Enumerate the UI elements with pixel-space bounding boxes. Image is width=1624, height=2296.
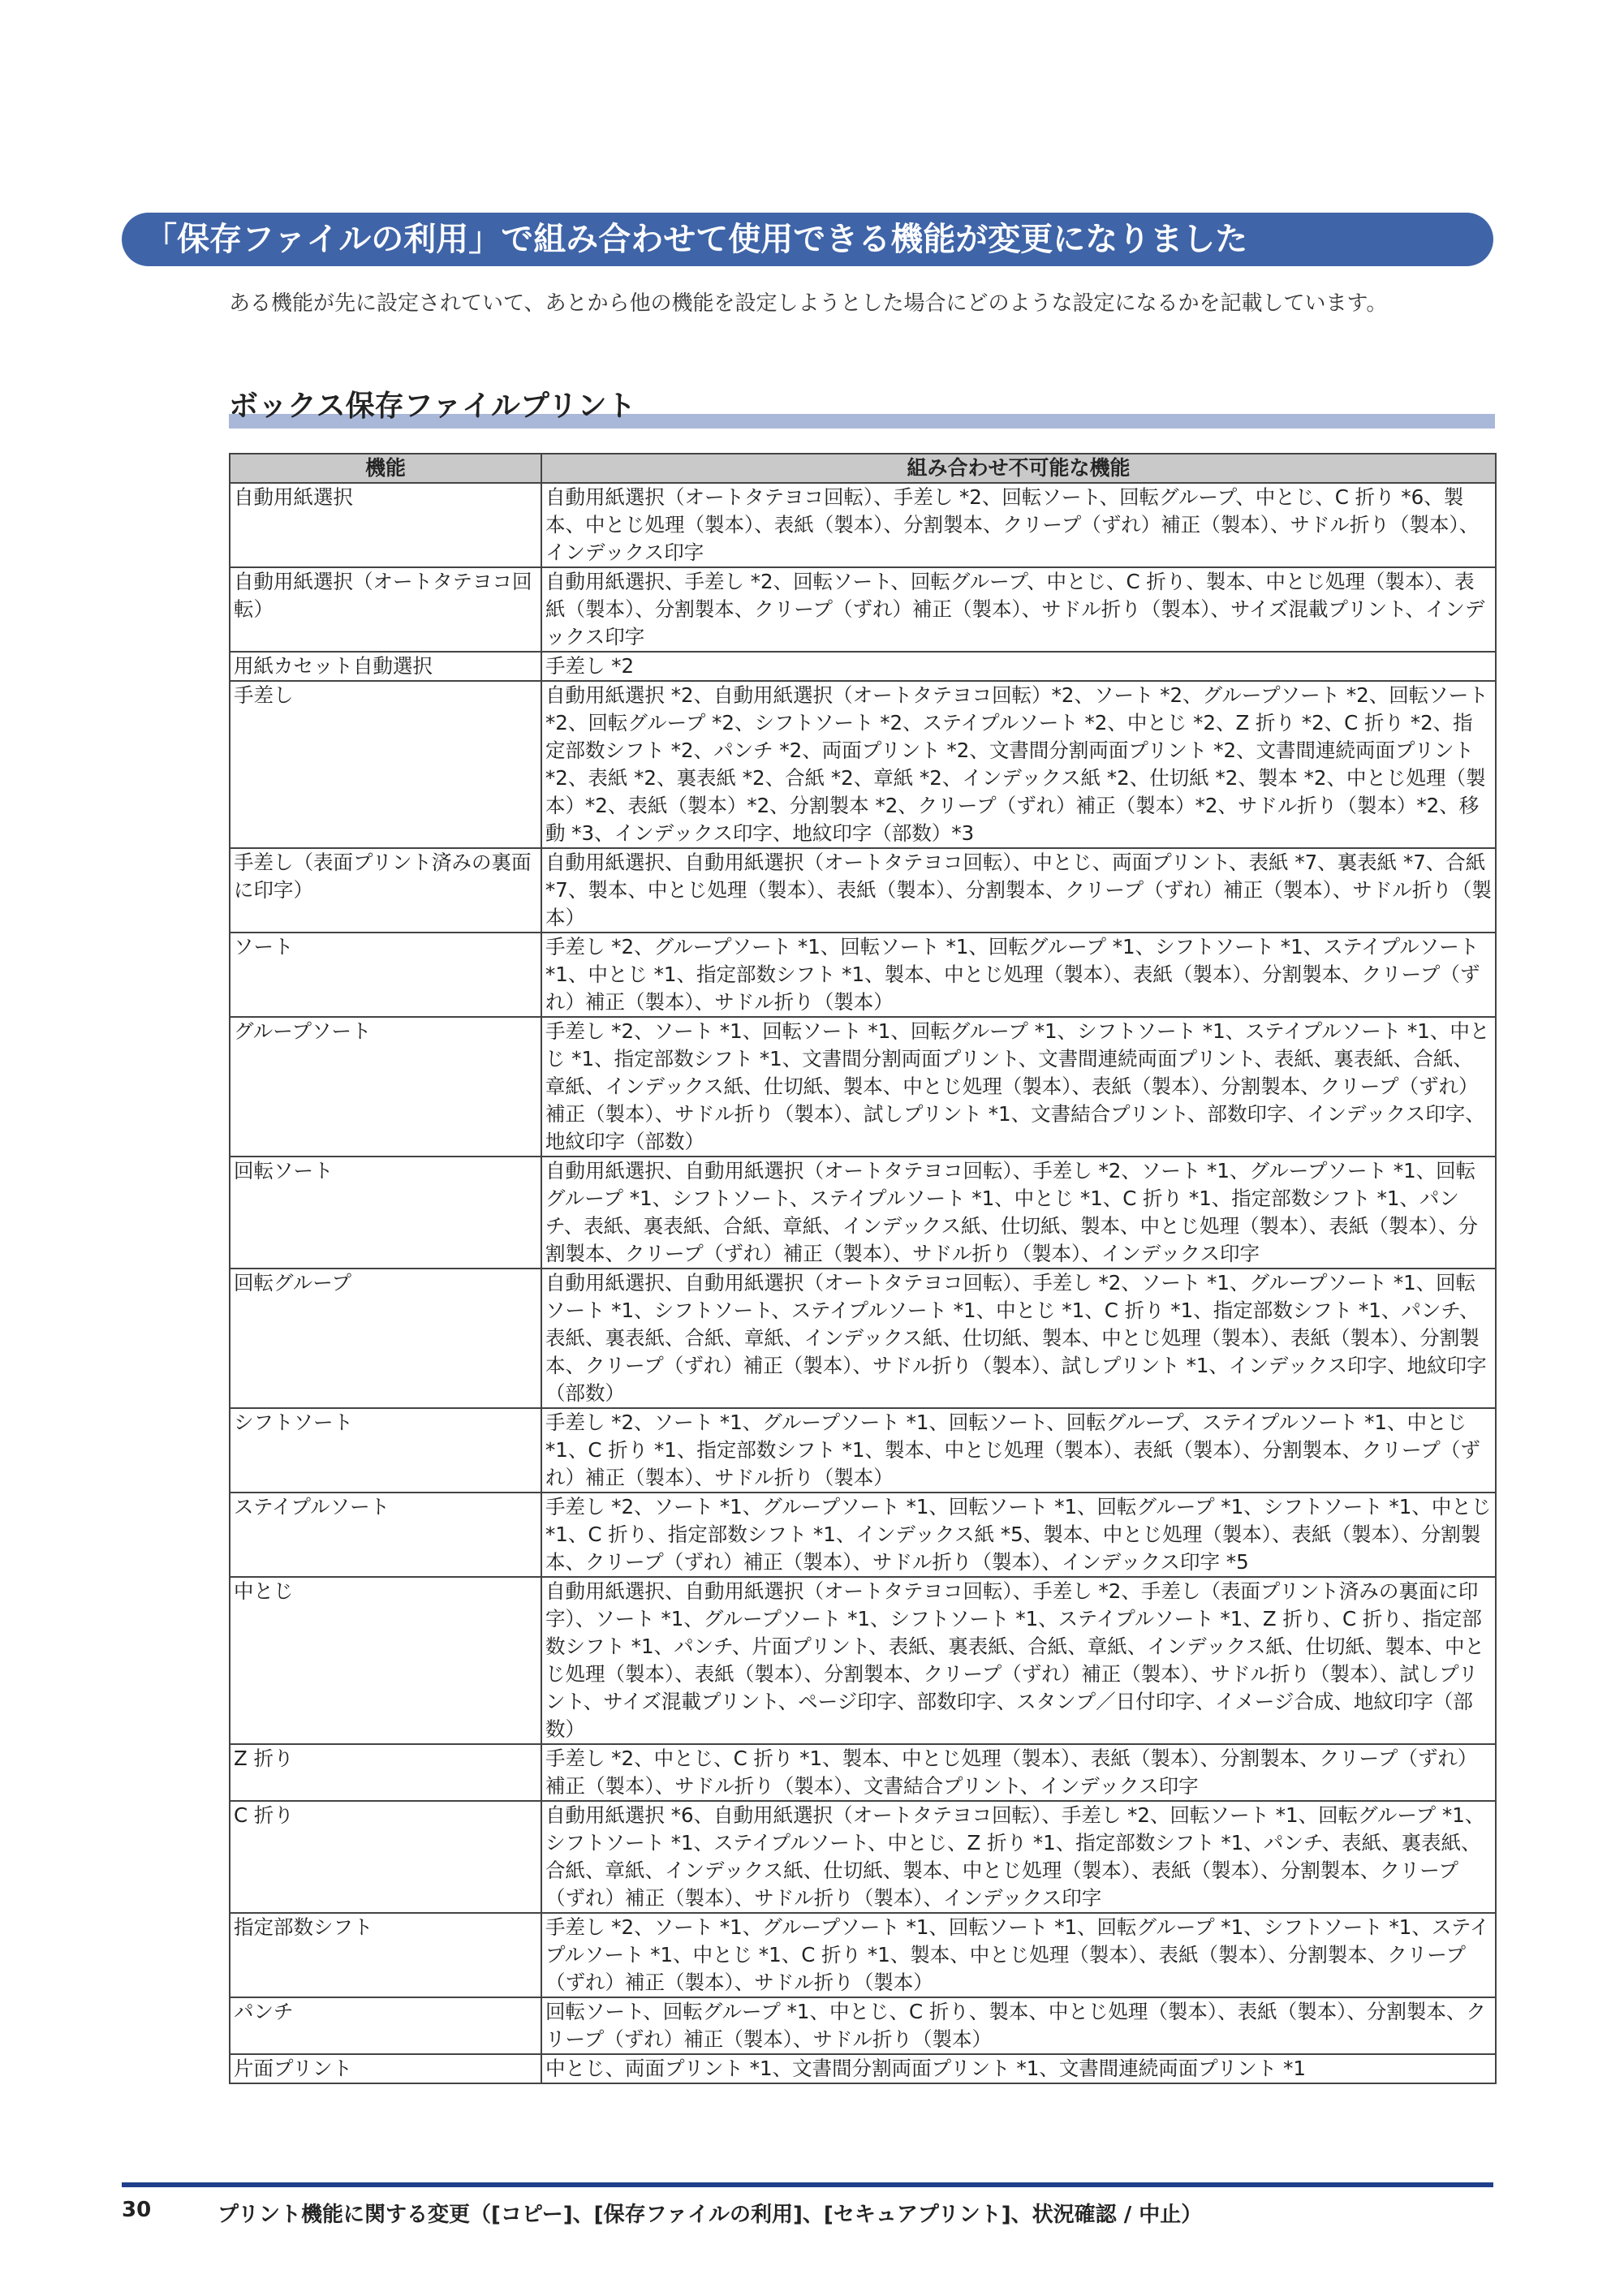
incompatible-functions-cell: 自動用紙選択、自動用紙選択（オートタテヨコ回転）、中とじ、両面プリント、表紙 *7、裏表紙 *7、合紙 *7、製本、中とじ処理（製本）、表紙（製本）、分割製本、クリープ（ずれ）補正（製本）、サドル折り（製本）: [541, 848, 1496, 933]
incompatible-functions-cell: 自動用紙選択、手差し *2、回転ソート、回転グループ、中とじ、C 折り、製本、中とじ処理（製本）、表紙（製本）、分割製本、クリープ（ずれ）補正（製本）、サドル折り（製本）、サイズ混載プリント、インデックス印字: [541, 567, 1496, 652]
table-row: [230, 1577, 1496, 1744]
function-cell: 片面プリント: [230, 2054, 541, 2083]
table-body: [230, 483, 1496, 2083]
section-banner: [122, 213, 1493, 266]
function-cell: 指定部数シフト: [230, 1913, 541, 1997]
function-cell: 自動用紙選択: [230, 483, 541, 567]
function-cell: 回転グループ: [230, 1269, 541, 1408]
footer-rule: [122, 2182, 1493, 2187]
function-cell: 用紙カセット自動選択: [230, 652, 541, 681]
function-cell: Z 折り: [230, 1744, 541, 1801]
page-footer: [122, 2198, 1493, 2230]
header-incompatible: 組み合わせ不可能な機能: [541, 454, 1496, 483]
function-cell: ステイプルソート: [230, 1493, 541, 1577]
banner-title: 「保存ファイルの利用」で組み合わせて使用できる機能が変更になりました: [144, 221, 1248, 258]
function-cell: 手差し: [230, 681, 541, 848]
subsection-title: ボックス保存ファイルプリント: [229, 390, 636, 423]
table-row: [230, 1408, 1496, 1493]
incompatible-functions-cell: 自動用紙選択、自動用紙選択（オートタテヨコ回転）、手差し *2、ソート *1、グループソート *1、回転ソート *1、シフトソート、ステイプルソート *1、中とじ *1、C 折り *1、指定部数シフト *1、パンチ、表紙、裏表紙、合紙、章紙、インデックス紙、仕切紙、製本、中とじ処理（製本）、表紙（製本）、分割製本、クリープ（ずれ）補正（製本）、サドル折り（製本）、試しプリント *1、インデックス印字、地紋印字（部数）: [541, 1269, 1496, 1408]
table-row: [230, 1801, 1496, 1913]
incompatible-functions-cell: 手差し *2、ソート *1、グループソート *1、回転ソート *1、回転グループ *1、シフトソート *1、ステイプルソート *1、中とじ *1、C 折り *1、製本、中とじ処理（製本）、表紙（製本）、分割製本、クリープ（ずれ）補正（製本）、サドル折り（製本）: [541, 1913, 1496, 1997]
header-function: 機能: [230, 454, 541, 483]
incompatible-functions-cell: 手差し *2、グループソート *1、回転ソート *1、回転グループ *1、シフトソート *1、ステイプルソート *1、中とじ *1、指定部数シフト *1、製本、中とじ処理（製本）、表紙（製本）、分割製本、クリープ（ずれ）補正（製本）、サドル折り（製本）: [541, 933, 1496, 1017]
table-row: [230, 1157, 1496, 1269]
function-combination-table: [229, 453, 1497, 2084]
incompatible-functions-cell: 手差し *2、ソート *1、回転ソート *1、回転グループ *1、シフトソート *1、ステイプルソート *1、中とじ *1、指定部数シフト *1、文書間分割両面プリント、文書間連続両面プリント、表紙、裏表紙、合紙、章紙、インデックス紙、仕切紙、製本、中とじ処理（製本）、表紙（製本）、分割製本、クリープ（ずれ）補正（製本）、サドル折り（製本）、試しプリント *1、文書結合プリント、部数印字、インデックス印字、地紋印字（部数）: [541, 1017, 1496, 1157]
incompatible-functions-cell: 手差し *2、中とじ、C 折り *1、製本、中とじ処理（製本）、表紙（製本）、分割製本、クリープ（ずれ）補正（製本）、サドル折り（製本）、文書結合プリント、インデックス印字: [541, 1744, 1496, 1801]
incompatible-functions-cell: 回転ソート、回転グループ *1、中とじ、C 折り、製本、中とじ処理（製本）、表紙（製本）、分割製本、クリープ（ずれ）補正（製本）、サドル折り（製本）: [541, 1997, 1496, 2054]
table-row: [230, 1997, 1496, 2054]
page-number: 30: [122, 2198, 152, 2222]
function-cell: 中とじ: [230, 1577, 541, 1744]
incompatible-functions-cell: 自動用紙選択、自動用紙選択（オートタテヨコ回転）、手差し *2、手差し（表面プリント済みの裏面に印字）、ソート *1、グループソート *1、シフトソート *1、ステイプルソート *1、Z 折り、C 折り、指定部数シフト *1、パンチ、片面プリント、表紙、裏表紙、合紙、章紙、インデックス紙、仕切紙、製本、中とじ処理（製本）、表紙（製本）、分割製本、クリープ（ずれ）補正（製本）、サドル折り（製本）、試しプリント、サイズ混載プリント、ページ印字、部数印字、スタンプ／日付印字、イメージ合成、地紋印字（部数）: [541, 1577, 1496, 1744]
incompatible-functions-cell: 自動用紙選択 *2、自動用紙選択（オートタテヨコ回転）*2、ソート *2、グループソート *2、回転ソート *2、回転グループ *2、シフトソート *2、ステイプルソート *2、中とじ *2、Z 折り *2、C 折り *2、指定部数シフト *2、パンチ *2、両面プリント *2、文書間分割両面プリント *2、文書間連続両面プリント *2、表紙 *2、裏表紙 *2、合紙 *2、章紙 *2、インデックス紙 *2、仕切紙 *2、製本 *2、中とじ処理（製本）*2、表紙（製本）*2、分割製本 *2、クリープ（ずれ）補正（製本）*2、サドル折り（製本）*2、移動 *3、インデックス印字、地紋印字（部数）*3: [541, 681, 1496, 848]
table-row: [230, 567, 1496, 652]
function-cell: 回転ソート: [230, 1157, 541, 1269]
function-cell: 自動用紙選択（オートタテヨコ回転）: [230, 567, 541, 652]
function-cell: パンチ: [230, 1997, 541, 2054]
subsection-heading: [229, 388, 1495, 430]
incompatible-functions-cell: 手差し *2: [541, 652, 1496, 681]
function-cell: ソート: [230, 933, 541, 1017]
function-cell: グループソート: [230, 1017, 541, 1157]
table-row: [230, 681, 1496, 848]
table-row: [230, 1017, 1496, 1157]
incompatible-functions-cell: 手差し *2、ソート *1、グループソート *1、回転ソート、回転グループ、ステイプルソート *1、中とじ *1、C 折り *1、指定部数シフト *1、製本、中とじ処理（製本）、表紙（製本）、分割製本、クリープ（ずれ）補正（製本）、サドル折り（製本）: [541, 1408, 1496, 1493]
incompatible-functions-cell: 中とじ、両面プリント *1、文書間分割両面プリント *1、文書間連続両面プリント *1: [541, 2054, 1496, 2083]
function-cell: 手差し（表面プリント済みの裏面に印字）: [230, 848, 541, 933]
table-row: [230, 652, 1496, 681]
table-row: [230, 2054, 1496, 2083]
incompatible-functions-cell: 自動用紙選択、自動用紙選択（オートタテヨコ回転）、手差し *2、ソート *1、グループソート *1、回転グループ *1、シフトソート、ステイプルソート *1、中とじ *1、C 折り *1、指定部数シフト *1、パンチ、表紙、裏表紙、合紙、章紙、インデックス紙、仕切紙、製本、中とじ処理（製本）、表紙（製本）、分割製本、クリープ（ずれ）補正（製本）、サドル折り（製本）、インデックス印字: [541, 1157, 1496, 1269]
incompatible-functions-cell: 手差し *2、ソート *1、グループソート *1、回転ソート *1、回転グループ *1、シフトソート *1、中とじ *1、C 折り、指定部数シフト *1、インデックス紙 *5、製本、中とじ処理（製本）、表紙（製本）、分割製本、クリープ（ずれ）補正（製本）、サドル折り（製本）、インデックス印字 *5: [541, 1493, 1496, 1577]
table-row: [230, 1744, 1496, 1801]
intro-paragraph: ある機能が先に設定されていて、あとから他の機能を設定しようとした場合にどのような設定になるかを記載しています。: [229, 291, 1388, 316]
table-row: [230, 1269, 1496, 1408]
table-row: [230, 483, 1496, 567]
table-header-row: [230, 454, 1496, 483]
table-row: [230, 1913, 1496, 1997]
table-row: [230, 848, 1496, 933]
function-cell: C 折り: [230, 1801, 541, 1913]
table-row: [230, 933, 1496, 1017]
incompatible-functions-cell: 自動用紙選択（オートタテヨコ回転）、手差し *2、回転ソート、回転グループ、中とじ、C 折り *6、製本、中とじ処理（製本）、表紙（製本）、分割製本、クリープ（ずれ）補正（製本）、サドル折り（製本）、インデックス印字: [541, 483, 1496, 567]
function-cell: シフトソート: [230, 1408, 541, 1493]
footer-title: プリント機能に関する変更（[コピー]、[保存ファイルの利用]、[セキュアプリント]、状況確認 / 中止）: [218, 2203, 1203, 2227]
incompatible-functions-cell: 自動用紙選択 *6、自動用紙選択（オートタテヨコ回転）、手差し *2、回転ソート *1、回転グループ *1、シフトソート *1、ステイプルソート、中とじ、Z 折り *1、指定部数シフト *1、パンチ、表紙、裏表紙、合紙、章紙、インデックス紙、仕切紙、製本、中とじ処理（製本）、表紙（製本）、分割製本、クリープ（ずれ）補正（製本）、サドル折り（製本）、インデックス印字: [541, 1801, 1496, 1913]
table-row: [230, 1493, 1496, 1577]
